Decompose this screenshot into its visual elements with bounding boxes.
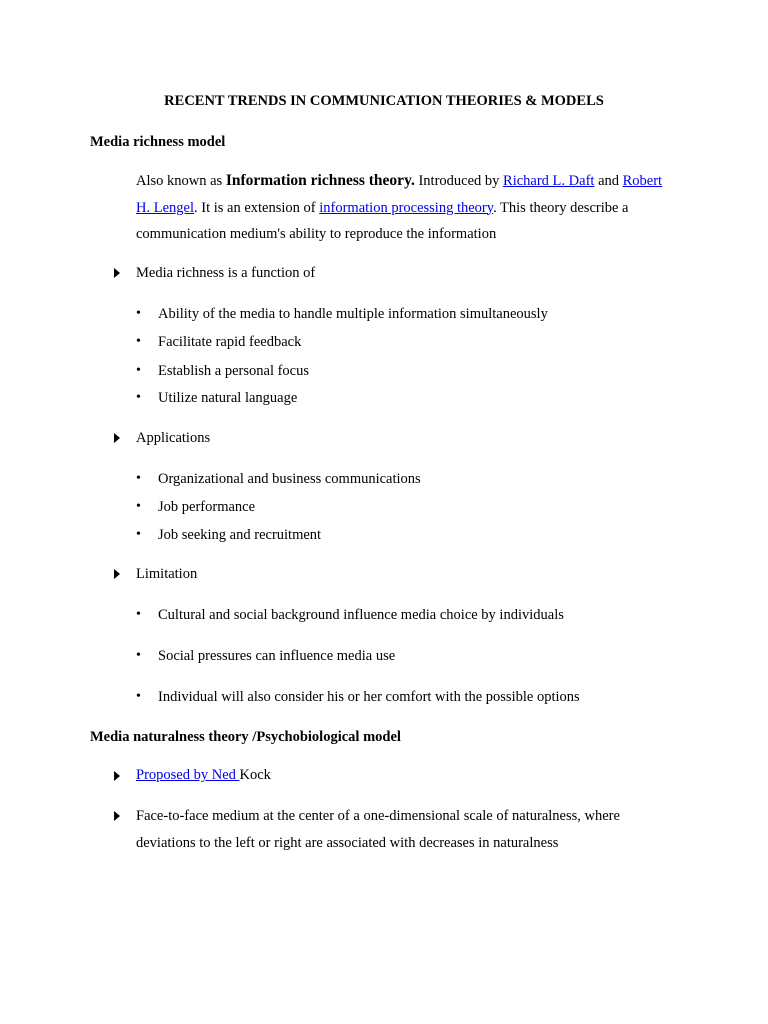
link-information-processing-theory[interactable]: information processing theory <box>319 199 494 216</box>
list-item: Utilize natural language <box>158 390 298 406</box>
list-item: Facilitate rapid feedback <box>158 334 302 350</box>
group-label-richness-function: Media richness is a function of <box>136 265 316 281</box>
link-proposed-by-ned[interactable]: Proposed by Ned <box>136 767 240 783</box>
bullet-dot-icon: • <box>136 363 141 378</box>
author-surname: Kock <box>239 767 271 783</box>
bullet-dot-icon: • <box>136 527 141 542</box>
bullet-dot-icon: • <box>136 607 141 622</box>
proposed-by-line <box>136 767 271 784</box>
bullet-dot-icon: • <box>136 689 141 704</box>
group-label-applications: Applications <box>136 430 211 446</box>
list-item: Cultural and social background influence media choice by individuals <box>158 607 564 623</box>
intro-text-5: . This theory describe a communication medium's ability to reproduce the information <box>136 199 629 242</box>
bullet-dot-icon: • <box>136 390 141 405</box>
bullet-dot-icon: • <box>136 334 141 349</box>
bullet-dot-icon: • <box>136 306 141 321</box>
page-title: RECENT TRENDS IN COMMUNICATION THEORIES & MODELS <box>164 93 604 109</box>
bullet-dot-icon: • <box>136 499 141 514</box>
arrow-bullet-icon <box>114 811 120 821</box>
intro-bold-term: Information richness theory. <box>225 172 415 189</box>
list-item: Job seeking and recruitment <box>158 527 322 543</box>
section-heading-media-naturalness: Media naturalness theory /Psychobiological model <box>90 729 401 745</box>
list-item: Ability of the media to handle multiple information simultaneously <box>158 306 548 322</box>
intro-text-3: and <box>594 173 623 189</box>
arrow-bullet-icon <box>114 771 120 781</box>
intro-text-2: Introduced by <box>414 173 504 189</box>
list-item: Establish a personal focus <box>158 363 310 379</box>
naturalness-description-line-1: Face-to-face medium at the center of a one-dimensional scale of naturalness, where <box>136 808 620 824</box>
bullet-dot-icon: • <box>136 471 141 486</box>
section-heading-media-richness: Media richness model <box>90 134 226 150</box>
arrow-bullet-icon <box>114 569 120 579</box>
list-item: Job performance <box>158 499 256 515</box>
intro-paragraph <box>136 168 676 248</box>
intro-text-1: Also known as <box>136 173 226 189</box>
list-item: Organizational and business communications <box>158 471 421 487</box>
list-item: Social pressures can influence media use <box>158 648 396 664</box>
group-label-limitation: Limitation <box>136 566 198 582</box>
arrow-bullet-icon <box>114 433 120 443</box>
bullet-dot-icon: • <box>136 648 141 663</box>
intro-text-4: . It is an extension of <box>193 199 320 216</box>
arrow-bullet-icon <box>114 268 120 278</box>
link-robert-lengel[interactable]: Robert H. Lengel <box>136 173 663 216</box>
link-richard-daft[interactable]: Richard L. Daft <box>503 173 595 189</box>
list-item: Individual will also consider his or her comfort with the possible options <box>158 689 580 705</box>
naturalness-description-line-2: deviations to the left or right are associated with decreases in naturalness <box>136 835 559 851</box>
